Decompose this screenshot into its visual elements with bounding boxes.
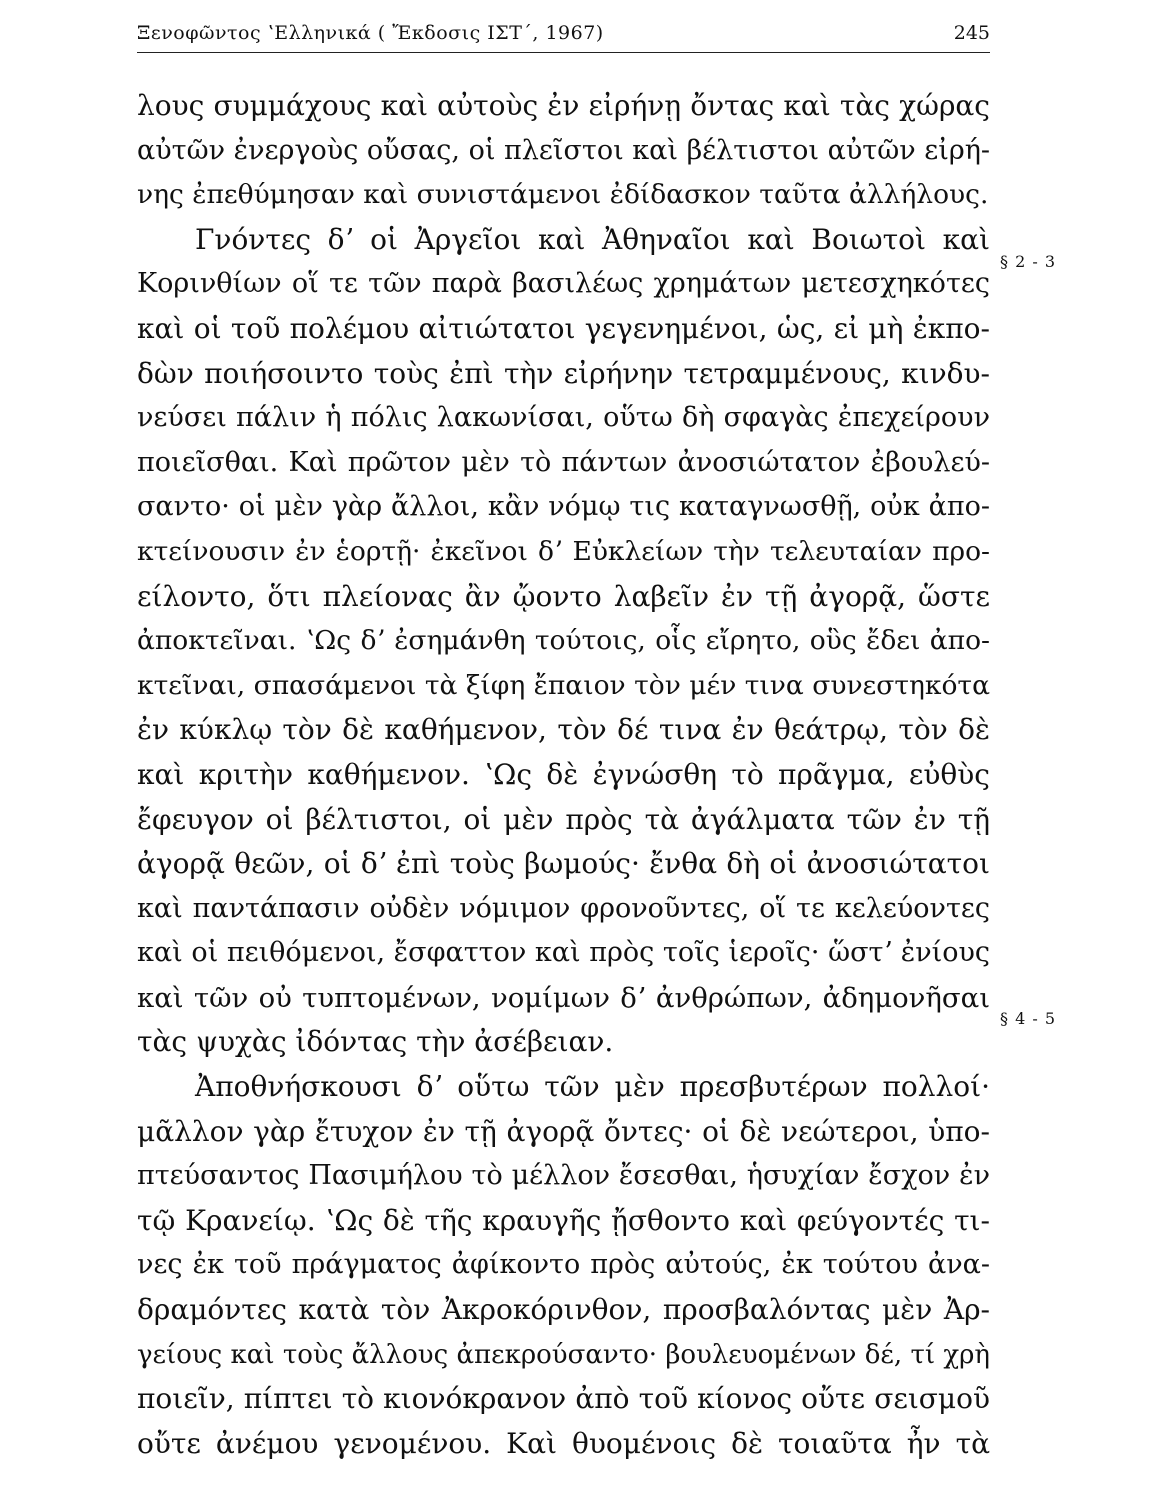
text-line: Ἀποθνήσκουσι δʼ οὕτω τῶν μὲν πρεσβυτέρων πολλοί· bbox=[195, 1070, 990, 1104]
body-text bbox=[137, 84, 990, 1466]
text-line: τὰς ψυχὰς ἰδόντας τὴν ἀσέβειαν. bbox=[137, 1025, 614, 1059]
margin-section-note: § 2 - 3 bbox=[1000, 252, 1057, 271]
text-line: καὶ οἱ τοῦ πολέμου αἰτιώτατοι γεγενημένοι, ὡς, εἰ μὴ ἐκπο- bbox=[137, 311, 990, 345]
text-line: κτείνουσιν ἐν ἑορτῇ· ἐκεῖνοι δʼ Εὐκλείων τὴν τελευταίαν προ- bbox=[137, 535, 990, 567]
text-line: ποιεῖν, πίπτει τὸ κιονόκρανον ἀπὸ τοῦ κίονος οὔτε σεισμοῦ bbox=[137, 1382, 990, 1416]
text-line: δραμόντες κατὰ τὸν Ἀκροκόρινθον, προσβαλόντας μὲν Ἀρ- bbox=[137, 1293, 990, 1327]
text-line: ἔφευγον οἱ βέλτιστοι, οἱ μὲν πρὸς τὰ ἀγάλματα τῶν ἐν τῇ bbox=[137, 802, 990, 836]
text-line: νης ἐπεθύμησαν καὶ συνιστάμενοι ἐδίδασκον ταῦτα ἀλλήλους. bbox=[137, 179, 989, 211]
running-title: Ξενοφῶντος ʽΕλληνικά ( Ἔκδοσις ΙΣΤ΄, 1967) bbox=[137, 22, 604, 44]
text-line: δὼν ποιήσοιντο τοὺς ἐπὶ τὴν εἰρήνην τετραμμένους, κινδυ- bbox=[137, 356, 990, 390]
text-line: πτεύσαντος Πασιμήλου τὸ μέλλον ἔσεσθαι, ἡσυχίαν ἔσχον ἐν bbox=[137, 1160, 990, 1192]
text-line: Γνόντες δʼ οἱ Ἀργεῖοι καὶ Ἀθηναῖοι καὶ Βοιωτοὶ καὶ bbox=[195, 222, 990, 256]
text-line: σαντο· οἱ μὲν γὰρ ἄλλοι, κἂν νόμῳ τις καταγνωσθῇ, οὐκ ἀπο- bbox=[137, 491, 990, 523]
margin-section-note: § 4 - 5 bbox=[1000, 1009, 1057, 1028]
text-line: νεύσει πάλιν ἡ πόλις λακωνίσαι, οὕτω δὴ σφαγὰς ἐπεχείρουν bbox=[137, 402, 990, 434]
text-line: Κορινθίων οἵ τε τῶν παρὰ βασιλέως χρημάτων μετεσχηκότες bbox=[137, 268, 990, 300]
text-line: λους συμμάχους καὶ αὐτοὺς ἐν εἰρήνῃ ὄντας καὶ τὰς χώρας bbox=[137, 89, 990, 122]
text-line: ἀγορᾷ θεῶν, οἱ δʼ ἐπὶ τοὺς βωμούς· ἔνθα δὴ οἱ ἀνοσιώτατοι bbox=[137, 847, 990, 881]
text-line: τῷ Κρανείῳ. ʽΩς δὲ τῆς κραυγῆς ᾔσθοντο καὶ φεύγοντές τι- bbox=[137, 1203, 990, 1237]
text-line: ἀποκτεῖναι. ʽΩς δʼ ἐσημάνθη τούτοις, οἷς εἴρητο, οὓς ἔδει ἀπο- bbox=[137, 625, 990, 657]
text-line: νες ἐκ τοῦ πράγματος ἀφίκοντο πρὸς αὐτούς, ἐκ τούτου ἀνα- bbox=[137, 1249, 990, 1281]
text-line: μᾶλλον γὰρ ἔτυχον ἐν τῇ ἀγορᾷ ὄντες· οἱ δὲ νεώτεροι, ὑπο- bbox=[137, 1114, 990, 1148]
page-number: 245 bbox=[953, 22, 990, 44]
text-line: ποιεῖσθαι. Καὶ πρῶτον μὲν τὸ πάντων ἀνοσιώτατον ἐβουλεύ- bbox=[137, 446, 990, 478]
text-line: αὐτῶν ἐνεργοὺς οὔσας, οἱ πλεῖστοι καὶ βέλτιστοι αὐτῶν εἰρή- bbox=[137, 134, 990, 166]
text-line: κτεῖναι, σπασάμενοι τὰ ξίφη ἔπαιον τὸν μέν τινα συνεστηκότα bbox=[137, 669, 990, 701]
text-line: γείους καὶ τοὺς ἄλλους ἀπεκρούσαντο· βουλευομένων δέ, τί χρὴ bbox=[137, 1339, 990, 1370]
text-line: ἐν κύκλῳ τὸν δὲ καθήμενον, τὸν δέ τινα ἐν θεάτρῳ, τὸν δὲ bbox=[137, 713, 990, 747]
text-line: καὶ κριτὴν καθήμενον. ʽΩς δὲ ἐγνώσθη τὸ πρᾶγμα, εὐθὺς bbox=[137, 757, 990, 791]
text-line: καὶ τῶν οὐ τυπτομένων, νομίμων δʼ ἀνθρώπων, ἀδημονῆσαι bbox=[137, 981, 990, 1014]
text-line: οὔτε ἀνέμου γενομένου. Καὶ θυομένοις δὲ τοιαῦτα ἦν τὰ bbox=[137, 1426, 990, 1460]
text-line: είλοντο, ὅτι πλείονας ἂν ᾤοντο λαβεῖν ἐν τῇ ἀγορᾷ, ὥστε bbox=[137, 579, 990, 613]
text-line: καὶ παντάπασιν οὐδὲν νόμιμον φρονοῦντες, οἵ τε κελεύοντες bbox=[137, 892, 990, 924]
text-line: καὶ οἱ πειθόμενοι, ἔσφαττον καὶ πρὸς τοῖς ἱεροῖς· ὥστʼ ἐνίους bbox=[137, 937, 990, 969]
running-header bbox=[137, 18, 990, 53]
